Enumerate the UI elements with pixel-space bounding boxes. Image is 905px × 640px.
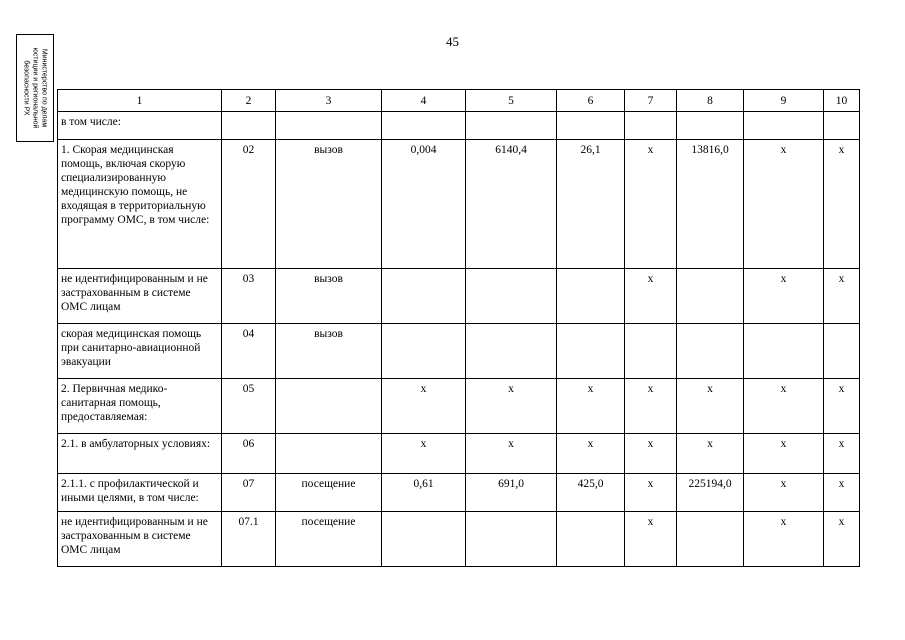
cell-col5 <box>466 269 557 324</box>
column-header: 9 <box>744 90 824 112</box>
table-row <box>58 434 860 474</box>
cell-col6 <box>557 324 625 379</box>
cell-col7: х <box>625 140 677 269</box>
row-unit: вызов <box>276 269 382 324</box>
table-row <box>58 112 860 140</box>
cell-col6: 425,0 <box>557 474 625 512</box>
cell-col7: х <box>625 434 677 474</box>
row-unit: вызов <box>276 140 382 269</box>
cell-col5 <box>466 512 557 567</box>
cell-col10: х <box>824 379 860 434</box>
cell-col9: х <box>744 512 824 567</box>
cell-col8: 13816,0 <box>677 140 744 269</box>
column-header: 3 <box>276 90 382 112</box>
row-unit <box>276 112 382 140</box>
cell-col7: х <box>625 474 677 512</box>
stamp-line: Министерство по делам <box>40 48 48 128</box>
row-description: 2.1.1. с профилактической и иными целями, в том числе: <box>58 474 222 512</box>
row-description: 2.1. в амбулаторных условиях: <box>58 434 222 474</box>
row-code <box>222 112 276 140</box>
cell-col4: х <box>382 379 466 434</box>
cell-col7 <box>625 112 677 140</box>
row-code: 06 <box>222 434 276 474</box>
cell-col6 <box>557 112 625 140</box>
column-header: 8 <box>677 90 744 112</box>
cell-col9 <box>744 112 824 140</box>
cell-col10 <box>824 324 860 379</box>
column-header: 4 <box>382 90 466 112</box>
column-header: 7 <box>625 90 677 112</box>
cell-col6: х <box>557 379 625 434</box>
table-row <box>58 324 860 379</box>
row-unit: посещение <box>276 512 382 567</box>
cell-col4 <box>382 269 466 324</box>
row-unit: вызов <box>276 324 382 379</box>
column-header: 10 <box>824 90 860 112</box>
cell-col8 <box>677 324 744 379</box>
cell-col6 <box>557 269 625 324</box>
ministry-stamp <box>16 34 54 142</box>
cell-col5 <box>466 324 557 379</box>
table-row <box>58 474 860 512</box>
row-code: 07 <box>222 474 276 512</box>
cell-col8 <box>677 112 744 140</box>
cell-col8: х <box>677 379 744 434</box>
page-number: 45 <box>446 34 459 49</box>
row-code: 04 <box>222 324 276 379</box>
cell-col4 <box>382 112 466 140</box>
row-code: 02 <box>222 140 276 269</box>
cell-col6: х <box>557 434 625 474</box>
cell-col6: 26,1 <box>557 140 625 269</box>
table-header-row <box>58 90 860 112</box>
cell-col8: 225194,0 <box>677 474 744 512</box>
cell-col8: х <box>677 434 744 474</box>
cell-col4: х <box>382 434 466 474</box>
cell-col7: х <box>625 379 677 434</box>
row-description: не идентифицированным и не застрахованным в системе ОМС лицам <box>58 512 222 567</box>
cell-col5: х <box>466 434 557 474</box>
cell-col10: х <box>824 434 860 474</box>
cell-col10: х <box>824 512 860 567</box>
column-header: 1 <box>58 90 222 112</box>
row-description: 1. Скорая медицинская помощь, включая скорую специализированную медицинскую помощь, не входящая в территориальную программу ОМС, в том числе: <box>58 140 222 269</box>
cell-col9: х <box>744 434 824 474</box>
cell-col10: х <box>824 269 860 324</box>
row-unit <box>276 379 382 434</box>
cell-col4: 0,61 <box>382 474 466 512</box>
cell-col10: х <box>824 140 860 269</box>
cell-col6 <box>557 512 625 567</box>
row-description: в том числе: <box>58 112 222 140</box>
cell-col5 <box>466 112 557 140</box>
stamp-line: юстиции и региональной <box>31 47 39 129</box>
cell-col7: х <box>625 269 677 324</box>
row-unit: посещение <box>276 474 382 512</box>
table-row <box>58 269 860 324</box>
column-header: 6 <box>557 90 625 112</box>
cell-col9: х <box>744 474 824 512</box>
cell-col7 <box>625 324 677 379</box>
cell-col5: х <box>466 379 557 434</box>
table-row <box>58 379 860 434</box>
cell-col4: 0,004 <box>382 140 466 269</box>
row-description: 2. Первичная медико-санитарная помощь, предоставляемая: <box>58 379 222 434</box>
table-row <box>58 512 860 567</box>
cell-col9 <box>744 324 824 379</box>
row-unit <box>276 434 382 474</box>
column-header: 2 <box>222 90 276 112</box>
cell-col10 <box>824 112 860 140</box>
row-description: скорая медицинская помощь при санитарно-авиационной эвакуации <box>58 324 222 379</box>
stamp-line: безопасности РХ <box>22 60 30 116</box>
cell-col5: 6140,4 <box>466 140 557 269</box>
cell-col4 <box>382 324 466 379</box>
data-table <box>57 89 860 567</box>
row-code: 05 <box>222 379 276 434</box>
cell-col5: 691,0 <box>466 474 557 512</box>
cell-col8 <box>677 512 744 567</box>
cell-col10: х <box>824 474 860 512</box>
table-row <box>58 140 860 269</box>
cell-col7: х <box>625 512 677 567</box>
column-header: 5 <box>466 90 557 112</box>
cell-col9: х <box>744 269 824 324</box>
row-code: 03 <box>222 269 276 324</box>
cell-col9: х <box>744 140 824 269</box>
cell-col4 <box>382 512 466 567</box>
row-description: не идентифицированным и не застрахованным в системе ОМС лицам <box>58 269 222 324</box>
cell-col8 <box>677 269 744 324</box>
cell-col9: х <box>744 379 824 434</box>
row-code: 07.1 <box>222 512 276 567</box>
